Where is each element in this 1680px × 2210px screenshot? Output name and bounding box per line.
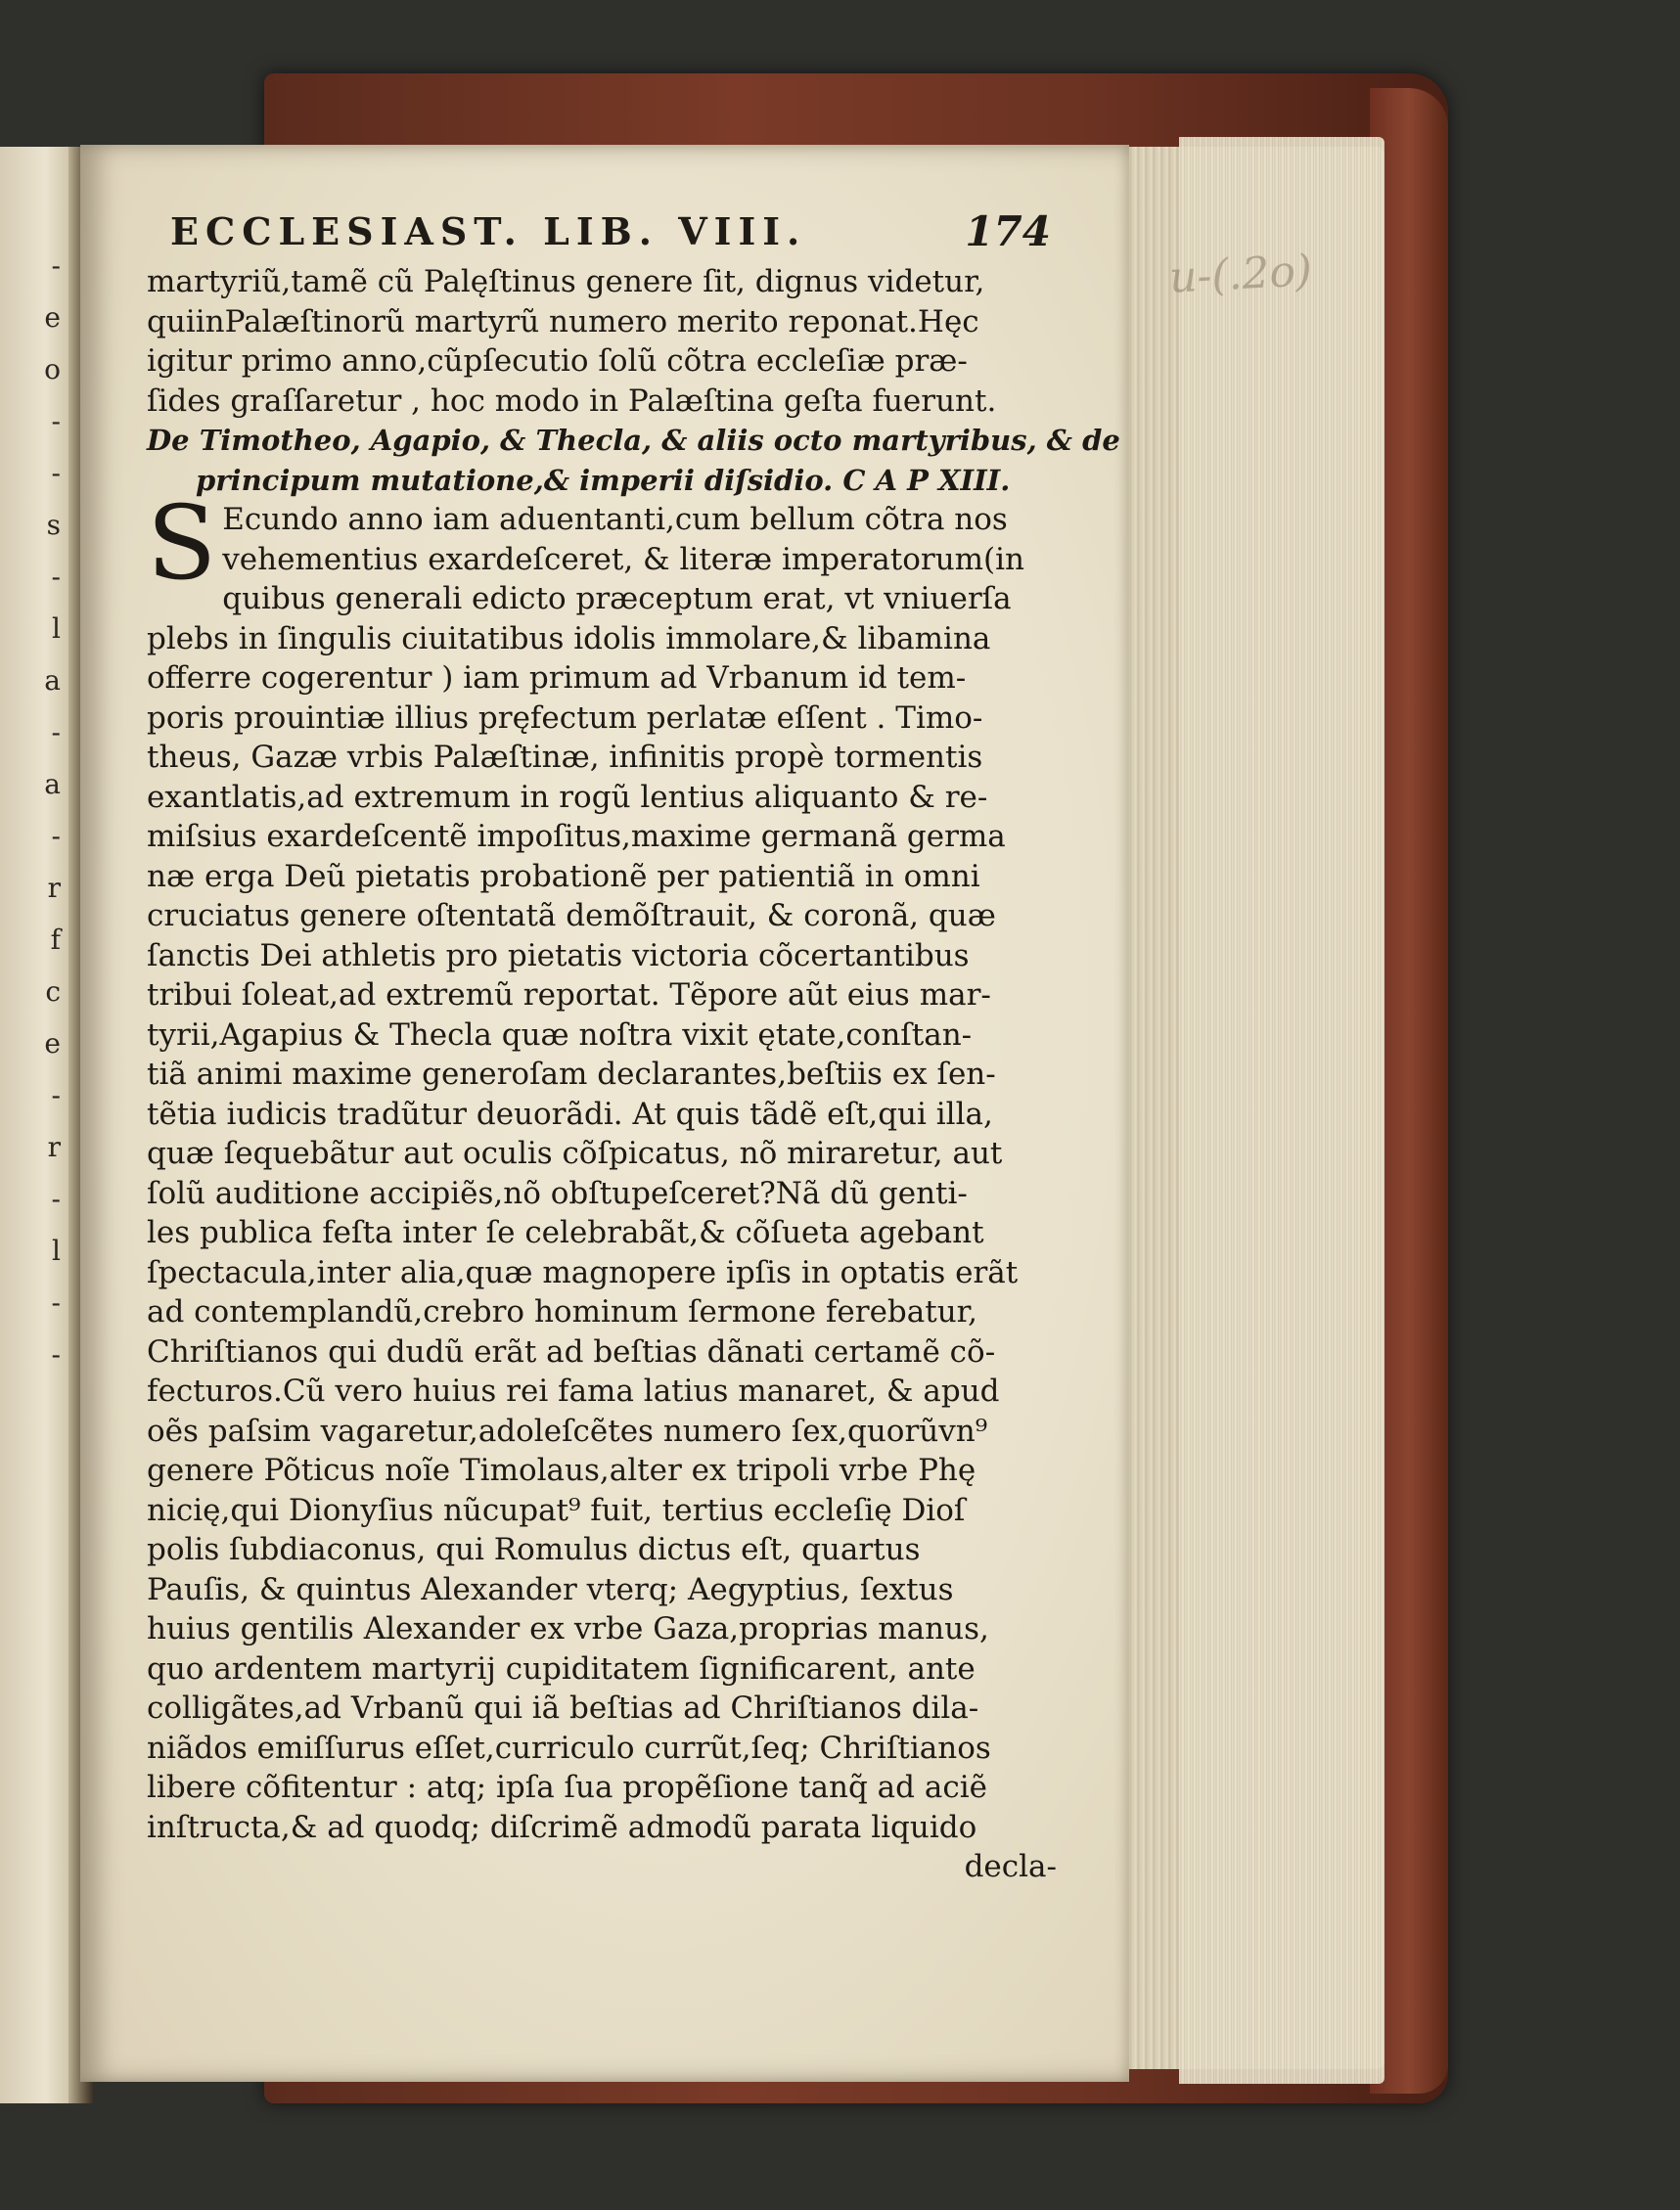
text-line: les publica feſta inter ſe celebrabãt,& cõſueta agebant	[147, 1215, 984, 1250]
text-line: inſtructa,& ad quodq; diſcrimẽ admodũ parata liquido	[147, 1809, 977, 1845]
text-line: quiinPalæſtinorũ martyrũ numero merito reponat.Hęc	[147, 303, 979, 339]
left-page-fragment: -	[51, 1286, 61, 1319]
text-line: genere Põticus noĩe Timolaus,alter ex tripoli vrbe Phę	[147, 1453, 976, 1488]
chapter-heading	[147, 421, 1120, 500]
text-line: poris prouintiæ illius pręfectum perlatæ eſſent . Timo-	[147, 699, 983, 736]
text-line: ſides graſſaretur , hoc modo in Palæſtina geſta fuerunt.	[147, 383, 997, 419]
text-line: Chriſtianos qui dudũ erãt ad beſtias dãnati certamẽ cõ-	[147, 1333, 996, 1370]
text-line: quo ardentem martyrij cupiditatem ſignificarent, ante	[147, 1650, 976, 1687]
handwritten-margin-note: u-(.2o)	[1167, 246, 1314, 303]
text-line: nicię,qui Dionyſius nũcupat⁹ fuit, tertius eccleſię Dioſ	[147, 1492, 966, 1528]
drop-cap: S	[147, 483, 217, 603]
running-head	[170, 209, 1051, 268]
left-page-fragment: o	[44, 353, 61, 385]
text-line: tribui ſoleat,ad extremũ reportat. Tẽpore aũt eius mar-	[147, 977, 991, 1013]
left-page-fragment: r	[47, 1131, 61, 1163]
text-line: niãdos emiſſurus eſſet,curriculo currũt,ſeq; Chriſtianos	[147, 1730, 991, 1766]
text-block	[147, 262, 1120, 1887]
left-page-fragment: -	[51, 405, 61, 437]
text-line: quæ ſequebãtur aut oculis cõſpicatus, nõ miraretur, aut	[147, 1136, 1003, 1171]
left-page-fragment: -	[51, 820, 61, 852]
text-line: Pauſis, & quintus Alexander vterq; Aegyptius, ſextus	[147, 1571, 954, 1607]
left-page-fragment: e	[44, 1027, 61, 1060]
left-page-fragment: a	[44, 768, 61, 800]
text-line: tiã animi maxime generoſam declarantes,beſtiis ex ſen-	[147, 1057, 996, 1092]
text-line: ſanctis Dei athletis pro pietatis victoria cõcertantibus	[147, 937, 970, 973]
text-line: ad contemplandũ,crebro hominum ſermone ferebatur,	[147, 1294, 977, 1330]
right-page	[80, 145, 1129, 2082]
catchword: decla-	[964, 1849, 1057, 1884]
text-line: ſpectacula,inter alia,quæ magnopere ipſis in optatis erãt	[147, 1254, 1019, 1290]
left-page-fragment: -	[51, 1183, 61, 1215]
left-page-fragment: a	[44, 664, 61, 697]
text-line: næ erga Deũ pietatis probationẽ per patientiã in omni	[147, 858, 980, 894]
left-page-fragment: f	[50, 924, 61, 956]
text-line: fecturos.Cũ vero huius rei fama latius manaret, & apud	[147, 1374, 1000, 1409]
left-page-fragment: e	[44, 301, 61, 334]
text-line: libere cõfitentur : atq; ipſa ſua propẽſione tanq̃ ad aciẽ	[147, 1770, 987, 1805]
text-line: huius gentilis Alexander ex vrbe Gaza,proprias manus,	[147, 1611, 989, 1646]
text-line: tẽtia iudicis tradũtur deuorãdi. At quis tãdẽ eſt,qui illa,	[147, 1096, 993, 1132]
text-line: De Timotheo, Agapio, & Thecla, & aliis octo martyribus, & de	[147, 424, 1120, 457]
text-line: quibus generali edicto præceptum erat, vt vniuerſa	[222, 581, 1012, 616]
left-page-text-fragments	[2, 240, 61, 1380]
text-line: tyrii,Agapius & Thecla quæ noſtra vixit ętate,conſtan-	[147, 1016, 973, 1053]
text-line: ſolũ auditione accipiẽs,nõ obſtupeſceret?Nã dũ genti-	[147, 1175, 968, 1211]
text-line: oẽs paſsim vagaretur,adoleſcẽtes numero ſex,quorũvn⁹	[147, 1413, 988, 1449]
left-page-fragment: s	[46, 509, 61, 541]
text-line: offerre cogerentur ) iam primum ad Vrbanum id tem-	[147, 660, 967, 696]
left-page-fragment: -	[51, 561, 61, 593]
paragraph-body	[147, 579, 1067, 1847]
left-page-fragment: -	[51, 249, 61, 282]
left-page-fragment: l	[52, 1235, 61, 1267]
running-title: ECCLESIAST. LIB. VIII.	[170, 209, 807, 253]
left-page-fragment: -	[51, 457, 61, 489]
page-block-edges-inner	[1179, 137, 1385, 2084]
text-line: cruciatus genere oſtentatã demõſtrauit, & coronã, quæ	[147, 898, 996, 933]
text-line: exantlatis,ad extremum in rogũ lentius aliquanto & re-	[147, 779, 988, 815]
text-line: vehementius exardeſceret, & literæ imperatorum(in	[222, 541, 1025, 577]
text-line: theus, Gazæ vrbis Palæſtinæ, infinitis propè tormentis	[147, 740, 983, 775]
left-page-fragment: l	[52, 612, 61, 645]
paragraph-first-lines	[147, 500, 1067, 579]
left-page-fragment: -	[51, 1338, 61, 1371]
left-page-fragment: -	[51, 716, 61, 748]
text-line: Ecundo anno iam aduentanti,cum bellum cõtra nos	[222, 502, 1008, 537]
left-page-fragment: c	[45, 975, 61, 1008]
text-line: polis ſubdiaconus, qui Romulus dictus eſt, quartus	[147, 1532, 921, 1567]
text-line: principum mutatione,& imperii diſsidio. C A P XIII.	[196, 463, 1011, 497]
left-page-fragment: -	[51, 1079, 61, 1111]
left-page-fragment: r	[47, 872, 61, 904]
text-line: miſsius exardeſcentẽ impoſitus,maxime germanã germa	[147, 819, 1006, 854]
folio-number: 174	[965, 207, 1051, 255]
text-line: colligãtes,ad Vrbanũ qui iã beſtias ad Chriſtianos dila-	[147, 1691, 979, 1726]
text-line: martyriũ,tamẽ cũ Palęſtinus genere ſit, dignus videtur,	[147, 264, 985, 299]
text-line: igitur primo anno,cũpſecutio ſolũ cõtra eccleſiæ præ-	[147, 343, 968, 379]
opening-lines	[147, 262, 1067, 421]
text-line: plebs in ſingulis ciuitatibus idolis immolare,& libamina	[147, 620, 991, 656]
